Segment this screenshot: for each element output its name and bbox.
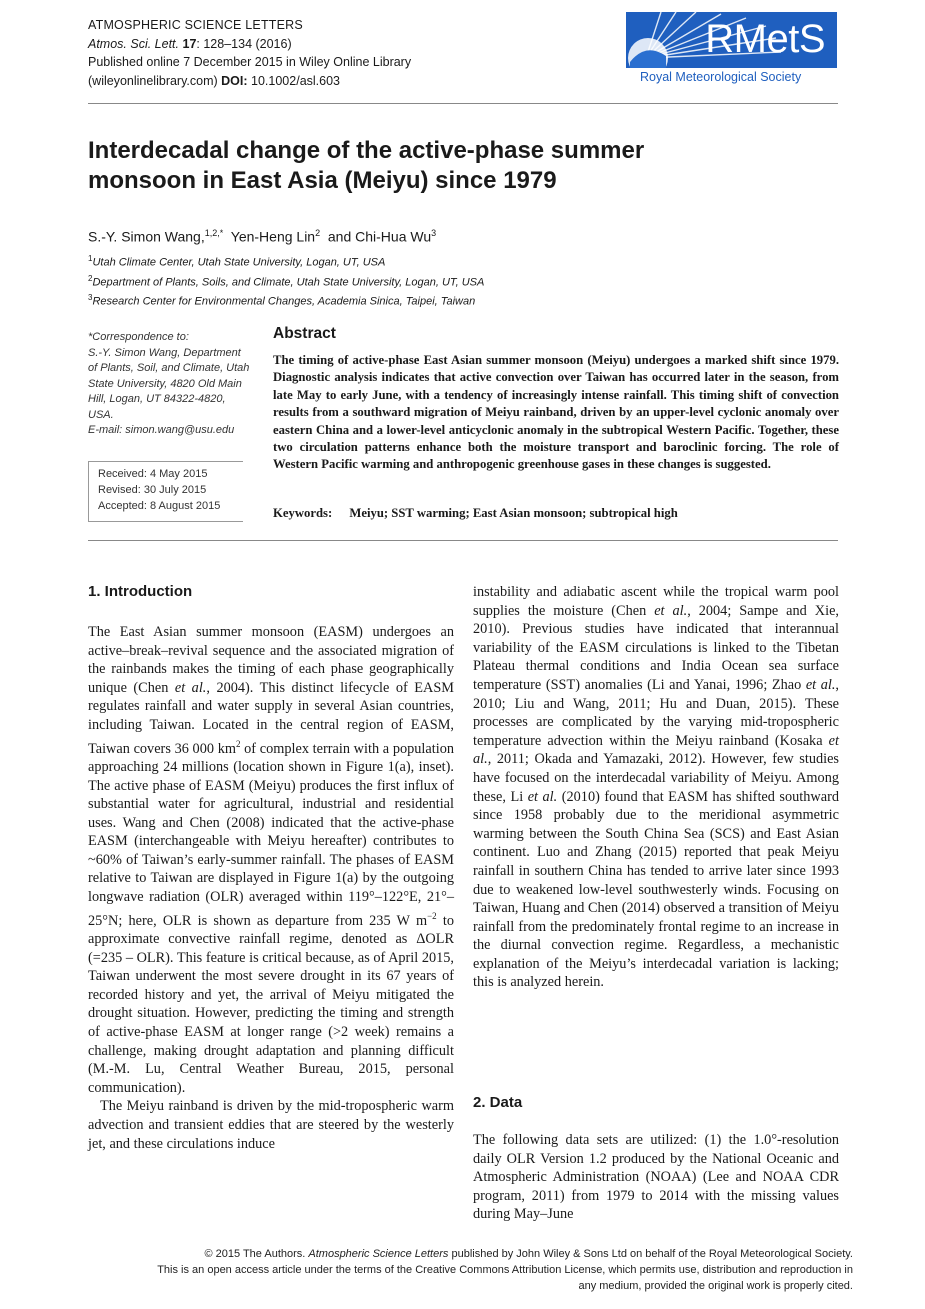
text-run: et al. xyxy=(174,679,207,696)
correspondence-line: S.-Y. Simon Wang, Department xyxy=(88,346,241,359)
correspondence xyxy=(88,330,258,439)
citation-volume: 17 xyxy=(182,36,197,51)
title-line-1: Interdecadal change of the active-phase summer xyxy=(88,137,645,164)
footer-journal: Atmospheric Science Letters xyxy=(308,1248,449,1260)
text-run: −2 xyxy=(427,910,437,921)
affiliation-text: Department of Plants, Soils, and Climate, Utah State University, Logan, UT, USA xyxy=(92,276,485,289)
doi-link[interactable]: 10.1002/asl.603 xyxy=(251,73,340,88)
affiliation-2 xyxy=(88,271,484,291)
citation-pages: : 128–134 (2016) xyxy=(196,36,292,51)
author-3-sup: 3 xyxy=(431,228,437,238)
correspondence-label: *Correspondence to: xyxy=(88,331,189,343)
correspondence-line: Hill, Logan, UT 84322-4820, xyxy=(88,393,226,405)
intro-paragraph-1 xyxy=(88,623,454,1097)
text-run: , 2004). This distinct lifecycle of EASM regulates rainfall and water supply in several Asian countries, including Taiwan. Located in the central region of EASM, Taiwan covers 36 000 km xyxy=(88,679,454,757)
text-run: (2010) found that EASM has shifted southward since 1958 probably due to the meridional asymmetric warming between the South China Sea (SCS) and East Asian continent. Luo and Zhang (2015) reported that peak Meiyu rainfall in southern China has tended to arrive later since 1993 due to weakened low-level southwesterly winds. Focusing on Taiwan, Huang and Chen (2014) observed a transition of Meiyu rainfall from the predominately frontal regime to an increase in the diurnal convection regime. Regardless, a mechanistic explanation of the Meiyu’s interdecadal variation is lacking; this is analyzed herein. xyxy=(473,788,839,991)
dates-box xyxy=(88,461,243,522)
text-run: to approximate convective rainfall regime, denoted as ΔOLR (=235 – OLR). This feature is critical because, as of April 2015, Taiwan underwent the most severe drought in its 67 years of recorded history and yet, the arrival of Meiyu mitigated the drought situation. However, predicting the timing and strength of active-phase EASM at longer range (>2 week) remains a challenge, making drought adaptation and planning difficult (M.-M. Lu, Central Weather Bureau, 2015, personal communication). xyxy=(88,912,454,1096)
accepted-date: Accepted: 8 August 2015 xyxy=(98,500,221,512)
keywords-list: Meiyu; SST warming; East Asian monsoon; subtropical high xyxy=(349,506,678,520)
logo-box xyxy=(626,12,837,68)
correspondence-line: USA. xyxy=(88,408,114,421)
affiliation-1 xyxy=(88,251,484,271)
affiliation-text: Utah Climate Center, Utah State University, Logan, UT, USA xyxy=(92,256,386,269)
abstract-heading: Abstract xyxy=(273,325,336,342)
correspondence-line: of Plants, Soil, and Climate, Utah xyxy=(88,362,250,374)
data-column xyxy=(473,1131,839,1224)
right-column xyxy=(473,583,839,992)
rmets-logo[interactable] xyxy=(626,12,837,90)
intro-paragraph-2: The Meiyu rainband is driven by the mid-tropospheric warm advection and transient eddies that are steered by the westerly jet, and these circulations induce xyxy=(88,1098,454,1152)
footer-line-3: any medium, provided the original work is properly cited. xyxy=(578,1280,853,1292)
affiliation-num: 1 xyxy=(88,254,93,263)
author-3: and Chi-Hua Wu xyxy=(327,228,432,245)
article-title xyxy=(88,136,808,196)
author-2-sup: 2 xyxy=(315,228,321,238)
text-run: , 2004; Sampe and Xie, 2010). Previous studies have indicated that interannual variability of the EASM circulations is linked to the Tibetan Plateau thermal conditions and India Ocean sea surface temperature (SST) anomalies (Li and Yanai, 1996; Zhao xyxy=(473,602,839,693)
footer-line-1 xyxy=(53,1246,853,1262)
section-1-heading: 1. Introduction xyxy=(88,583,193,600)
revised-date: Revised: 30 July 2015 xyxy=(98,484,207,496)
affiliation-num: 3 xyxy=(88,293,93,303)
affiliation-num: 2 xyxy=(88,273,93,283)
abstract-rule xyxy=(88,540,838,541)
keywords-label: Keywords: xyxy=(273,506,333,520)
author-2: Yen-Heng Lin xyxy=(230,228,316,245)
text-run: instability and adiabatic ascent while the tropical warm pool supplies the moisture (Chen xyxy=(473,584,839,619)
citation-journal: Atmos. Sci. Lett. xyxy=(88,36,180,51)
affiliation-3 xyxy=(88,290,484,310)
header-rule xyxy=(88,103,838,104)
citation xyxy=(88,35,411,54)
journal-meta xyxy=(88,16,411,90)
affiliation-text: Research Center for Environmental Changes, Academia Sinica, Taipei, Taiwan xyxy=(92,295,476,308)
text-run: et al. xyxy=(805,676,836,693)
author-1: S.-Y. Simon Wang, xyxy=(88,228,205,245)
text-run: of complex terrain with a population approaching 24 millions (location shown in Figure 1(a), inset). The active phase of EASM (Meiyu) produces the first influx of substantial water for agricultural, industrial and residential uses. Wang and Chen (2008) indicated that the active-phase EASM (interchangeable with Meiyu hereafter) contributes to ~60% of Taiwan’s early-summer rainfall. The phases of EASM relative to Taiwan are displayed in Figure 1(a) by the outgoing longwave radiation (OLR) averaged within 119°–122°E, 21°–25°N; here, OLR is shown as departure from 235 W m xyxy=(88,740,454,929)
left-column xyxy=(88,623,454,1153)
authors xyxy=(88,228,436,245)
text-run: et al. xyxy=(473,732,839,768)
abstract-text: The timing of active-phase East Asian summer monsoon (Meiyu) undergoes a marked shift since 1979. Diagnostic analysis indicates that active convection over Taiwan has occurred later in the season, from late May to early June, with a tendency of increasingly intense rainfall. This timing shift of convection results from a southward migration of Meiyu rainband, driven by an upper-level cyclonic anomaly over eastern China and a lower-level anticyclonic anomaly in the subtropical Western Pacific. Together, these two circulation patterns enhance both the moisture transport and baroclinic forcing. The role of Western Pacific warming and anthropogenic greenhouse gases in these changes is suggested. xyxy=(273,353,839,472)
journal-name: ATMOSPHERIC SCIENCE LETTERS xyxy=(88,18,303,32)
url-text[interactable]: (wileyonlinelibrary.com) xyxy=(88,73,218,88)
author-1-sup: 1,2,* xyxy=(204,228,224,238)
section-2-heading: 2. Data xyxy=(473,1094,523,1111)
intro-paragraph-3 xyxy=(473,583,839,992)
text-run: et al. xyxy=(527,788,558,805)
footer-copyright: © 2015 The Authors. xyxy=(204,1248,309,1260)
doi-line xyxy=(88,72,411,91)
received-date: Received: 4 May 2015 xyxy=(98,468,208,480)
footer-line-2: This is an open access article under the terms of the Creative Commons Attribution License, which permits use, distribution and reproduction in xyxy=(157,1264,853,1276)
footer xyxy=(53,1246,853,1294)
logo-text: RMetS xyxy=(705,17,825,61)
data-paragraph: The following data sets are utilized: (1) the 1.0°-resolution daily OLR Version 1.2 produced by the National Oceanic and Atmospheric Administration (NOAA) (Lee and NOAA CDR program, 2011) from 1979 to 2014 with the missing values during May–June xyxy=(473,1132,839,1223)
published-line: Published online 7 December 2015 in Wiley Online Library xyxy=(88,55,412,69)
title-line-2: monsoon in East Asia (Meiyu) since 1979 xyxy=(88,167,557,194)
footer-publisher: published by John Wiley & Sons Ltd on behalf of the Royal Meteorological Society. xyxy=(448,1248,853,1260)
logo-society-name: Royal Meteorological Society xyxy=(640,70,802,84)
text-run: , 2010; Liu and Wang, 2011; Hu and Duan, 2015). These processes are complicated by the varying mid-tropospheric temperature advection within the Meiyu rainband (Kosaka xyxy=(473,676,839,749)
text-run: et al. xyxy=(654,602,688,619)
text-run: 2 xyxy=(235,738,241,749)
text-run: The East Asian summer monsoon (EASM) undergoes an active–break–revival sequence and the associated migration of the rainbands makes the timing of each phase geographically unique (Chen xyxy=(88,624,454,696)
correspondence-line: State University, 4820 Old Main xyxy=(88,377,242,390)
doi-label: DOI: xyxy=(221,73,248,88)
keywords xyxy=(273,506,678,521)
correspondence-email[interactable]: E-mail: simon.wang@usu.edu xyxy=(88,424,235,436)
affiliations xyxy=(88,251,484,310)
text-run: , 2011; Okada and Yamazaki, 2012). However, few studies have focused on the interdecadal variability of Meiyu. Among these, Li xyxy=(473,751,839,805)
